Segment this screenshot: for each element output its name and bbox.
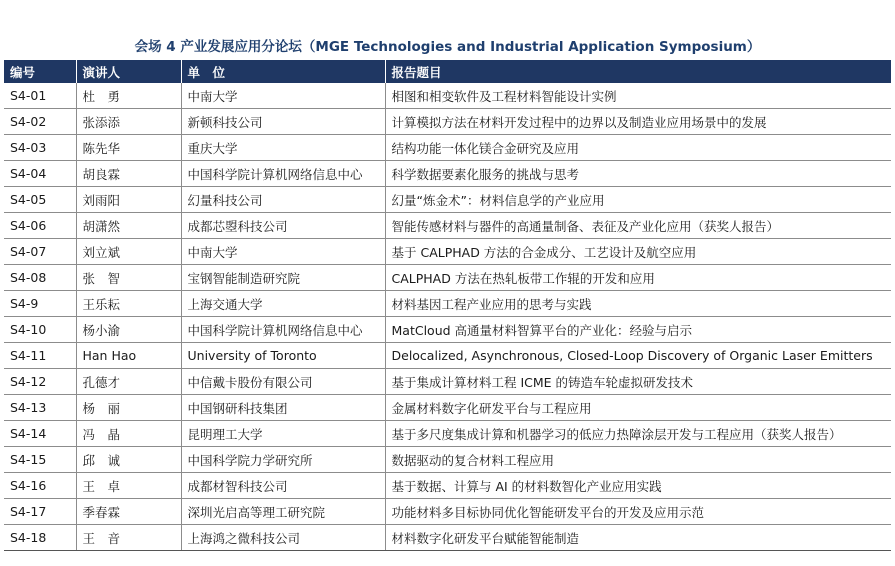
cell-topic: 结构功能一体化镁合金研究及应用 bbox=[385, 135, 891, 161]
cell-speaker: 杨小渝 bbox=[76, 317, 181, 343]
cell-id: S4-04 bbox=[4, 161, 76, 187]
cell-topic: CALPHAD 方法在热轧板带工作辊的开发和应用 bbox=[385, 265, 891, 291]
cell-id: S4-03 bbox=[4, 135, 76, 161]
cell-speaker: 杨 丽 bbox=[76, 395, 181, 421]
cell-speaker: 胡良霖 bbox=[76, 161, 181, 187]
cell-speaker: 孔德才 bbox=[76, 369, 181, 395]
table-body bbox=[4, 83, 891, 551]
page-title: 会场 4 产业发展应用分论坛（MGE Technologies and Industrial Application Symposium） bbox=[134, 39, 761, 55]
cell-org: 重庆大学 bbox=[181, 135, 385, 161]
cell-id: S4-01 bbox=[4, 83, 76, 109]
cell-speaker: 张 智 bbox=[76, 265, 181, 291]
cell-topic: 计算模拟方法在材料开发过程中的边界以及制造业应用场景中的发展 bbox=[385, 109, 891, 135]
cell-speaker: 季春霖 bbox=[76, 499, 181, 525]
table-row bbox=[4, 291, 891, 317]
cell-id: S4-11 bbox=[4, 343, 76, 369]
cell-id: S4-13 bbox=[4, 395, 76, 421]
cell-id: S4-9 bbox=[4, 291, 76, 317]
cell-org: 中国科学院力学研究所 bbox=[181, 447, 385, 473]
table-row bbox=[4, 213, 891, 239]
cell-org: 中南大学 bbox=[181, 239, 385, 265]
cell-topic: 基于数据、计算与 AI 的材料数智化产业应用实践 bbox=[385, 473, 891, 499]
cell-id: S4-06 bbox=[4, 213, 76, 239]
cell-id: S4-07 bbox=[4, 239, 76, 265]
cell-org: 上海交通大学 bbox=[181, 291, 385, 317]
cell-id: S4-18 bbox=[4, 525, 76, 551]
cell-speaker: 邱 诚 bbox=[76, 447, 181, 473]
table-header-row bbox=[4, 60, 891, 83]
table-row bbox=[4, 343, 891, 369]
table-row bbox=[4, 109, 891, 135]
cell-topic: 相图和相变软件及工程材料智能设计实例 bbox=[385, 83, 891, 109]
cell-org: 上海鸿之微科技公司 bbox=[181, 525, 385, 551]
table-row bbox=[4, 187, 891, 213]
cell-org: 新顿科技公司 bbox=[181, 109, 385, 135]
cell-speaker: 杜 勇 bbox=[76, 83, 181, 109]
cell-id: S4-17 bbox=[4, 499, 76, 525]
cell-id: S4-12 bbox=[4, 369, 76, 395]
table-row bbox=[4, 265, 891, 291]
cell-topic: 数据驱动的复合材料工程应用 bbox=[385, 447, 891, 473]
cell-topic: 幻量“炼金术”：材料信息学的产业应用 bbox=[385, 187, 891, 213]
cell-speaker: 刘雨阳 bbox=[76, 187, 181, 213]
cell-topic: 材料基因工程产业应用的思考与实践 bbox=[385, 291, 891, 317]
cell-topic: 科学数据要素化服务的挑战与思考 bbox=[385, 161, 891, 187]
table-row bbox=[4, 421, 891, 447]
cell-speaker: 冯 晶 bbox=[76, 421, 181, 447]
cell-org: 中信戴卡股份有限公司 bbox=[181, 369, 385, 395]
cell-id: S4-05 bbox=[4, 187, 76, 213]
cell-speaker: 王 卓 bbox=[76, 473, 181, 499]
cell-org: University of Toronto bbox=[181, 343, 385, 369]
cell-topic: 基于集成计算材料工程 ICME 的铸造车轮虚拟研发技术 bbox=[385, 369, 891, 395]
cell-id: S4-16 bbox=[4, 473, 76, 499]
column-header-speaker: 演讲人 bbox=[76, 60, 181, 83]
cell-topic: 功能材料多目标协同优化智能研发平台的开发及应用示范 bbox=[385, 499, 891, 525]
column-header-id: 编号 bbox=[4, 60, 76, 83]
cell-speaker: 张添添 bbox=[76, 109, 181, 135]
table-row bbox=[4, 83, 891, 109]
cell-topic: 基于 CALPHAD 方法的合金成分、工艺设计及航空应用 bbox=[385, 239, 891, 265]
cell-speaker: 胡潇然 bbox=[76, 213, 181, 239]
table-row bbox=[4, 447, 891, 473]
cell-org: 深圳光启高等理工研究院 bbox=[181, 499, 385, 525]
cell-speaker: Han Hao bbox=[76, 343, 181, 369]
table-row bbox=[4, 239, 891, 265]
column-header-org: 单 位 bbox=[181, 60, 385, 83]
cell-org: 中国科学院计算机网络信息中心 bbox=[181, 317, 385, 343]
schedule-table bbox=[4, 60, 891, 551]
cell-org: 昆明理工大学 bbox=[181, 421, 385, 447]
table-row bbox=[4, 161, 891, 187]
table-row bbox=[4, 499, 891, 525]
cell-speaker: 刘立斌 bbox=[76, 239, 181, 265]
cell-topic: 材料数字化研发平台赋能智能制造 bbox=[385, 525, 891, 551]
table-row bbox=[4, 525, 891, 551]
cell-topic: MatCloud 高通量材料智算平台的产业化：经验与启示 bbox=[385, 317, 891, 343]
table-row bbox=[4, 395, 891, 421]
table-row bbox=[4, 135, 891, 161]
table-row bbox=[4, 369, 891, 395]
cell-id: S4-08 bbox=[4, 265, 76, 291]
cell-org: 幻量科技公司 bbox=[181, 187, 385, 213]
cell-org: 中国钢研科技集团 bbox=[181, 395, 385, 421]
cell-speaker: 王 音 bbox=[76, 525, 181, 551]
cell-id: S4-14 bbox=[4, 421, 76, 447]
cell-org: 成都材智科技公司 bbox=[181, 473, 385, 499]
cell-topic: 基于多尺度集成计算和机器学习的低应力热障涂层开发与工程应用（获奖人报告） bbox=[385, 421, 891, 447]
cell-topic: Delocalized, Asynchronous, Closed-Loop Discovery of Organic Laser Emitters bbox=[385, 343, 891, 369]
cell-topic: 智能传感材料与器件的高通量制备、表征及产业化应用（获奖人报告） bbox=[385, 213, 891, 239]
cell-org: 成都芯曌科技公司 bbox=[181, 213, 385, 239]
column-header-topic: 报告题目 bbox=[385, 60, 891, 83]
cell-topic: 金属材料数字化研发平台与工程应用 bbox=[385, 395, 891, 421]
cell-org: 宝钢智能制造研究院 bbox=[181, 265, 385, 291]
cell-speaker: 陈先华 bbox=[76, 135, 181, 161]
cell-org: 中南大学 bbox=[181, 83, 385, 109]
table-row bbox=[4, 473, 891, 499]
cell-id: S4-15 bbox=[4, 447, 76, 473]
table-row bbox=[4, 317, 891, 343]
cell-id: S4-02 bbox=[4, 109, 76, 135]
cell-id: S4-10 bbox=[4, 317, 76, 343]
cell-speaker: 王乐耘 bbox=[76, 291, 181, 317]
cell-org: 中国科学院计算机网络信息中心 bbox=[181, 161, 385, 187]
